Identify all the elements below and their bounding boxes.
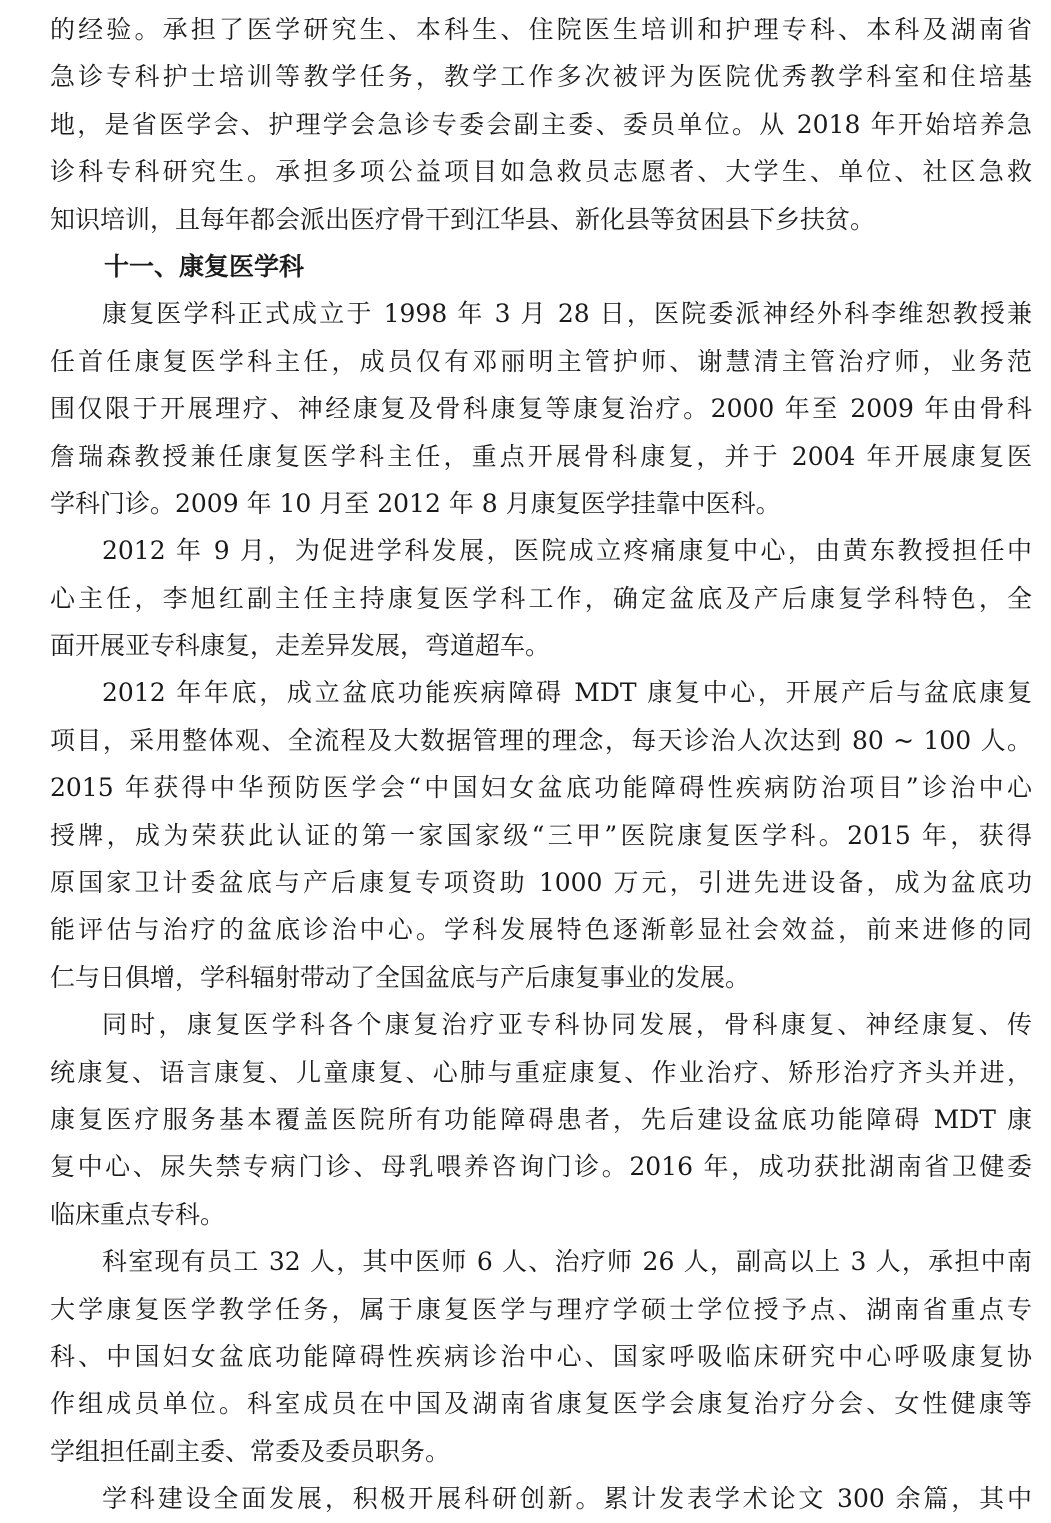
text-line: 康复医疗服务基本覆盖医院所有功能障碍患者，先后建设盆底功能障碍 MDT 康	[50, 1104, 1032, 1134]
text-line: 康复医学科正式成立于 1998 年 3 月 28 日，医院委派神经外科李维恕教授兼	[102, 299, 1032, 329]
text-line: 2012 年年底，成立盆底功能疾病障碍 MDT 康复中心，开展产后与盆底康复	[102, 678, 1032, 708]
text-line: 作组成员单位。科室成员在中国及湖南省康复医学会康复治疗分会、女性健康等	[50, 1389, 1032, 1419]
text-line: 面开展亚专科康复，走差异发展，弯道超车。	[50, 631, 551, 661]
text-line: 能评估与治疗的盆底诊治中心。学科发展特色逐渐彰显社会效益，前来进修的同	[50, 915, 1032, 945]
text-line: 大学康复医学教学任务，属于康复医学与理疗学硕士学位授予点、湖南省重点专	[50, 1294, 1032, 1324]
paragraph-2012-center	[50, 527, 1032, 669]
text-line: 项目，采用整体观、全流程及大数据管理的理念，每天诊治人次达到 80 ~ 100 人。	[50, 725, 1032, 755]
text-line: 统康复、语言康复、儿童康复、心肺与重症康复、作业治疗、矫形治疗齐头并进，	[50, 1057, 1032, 1087]
paragraph-staff	[50, 1238, 1032, 1475]
text-line: 知识培训，且每年都会派出医疗骨干到江华县、新化县等贫困县下乡扶贫。	[50, 204, 876, 234]
paragraph-research	[50, 1475, 1032, 1522]
text-line: 急诊专科护士培训等教学任务，教学工作多次被评为医院优秀教学科室和住培基	[50, 62, 1032, 92]
paragraph-history	[50, 290, 1032, 527]
text-line: 诊科专科研究生。承担多项公益项目如急救员志愿者、大学生、单位、社区急救	[50, 157, 1032, 187]
text-line: 心主任，李旭红副主任主持康复医学科工作，确定盆底及产后康复学科特色，全	[50, 583, 1032, 613]
text-line: 科室现有员工 32 人，其中医师 6 人、治疗师 26 人，副高以上 3 人，承担中南	[102, 1247, 1032, 1277]
text-line: 复中心、尿失禁专病门诊、母乳喂养咨询门诊。2016 年，成功获批湖南省卫健委	[50, 1152, 1032, 1182]
text-line: 詹瑞森教授兼任康复医学科主任，重点开展骨科康复，并于 2004 年开展康复医	[50, 441, 1032, 471]
text-line: 2012 年 9 月，为促进学科发展，医院成立疼痛康复中心，由黄东教授担任中	[102, 536, 1032, 566]
document-page	[50, 6, 1032, 1523]
text-line: 授牌，成为荣获此认证的第一家国家级“三甲”医院康复医学科。2015 年，获得	[50, 820, 1032, 850]
text-line: 学科建设全面发展，积极开展科研创新。累计发表学术论文 300 余篇，其中	[102, 1484, 1032, 1514]
text-line: 2015 年获得中华预防医学会“中国妇女盆底功能障碍性疾病防治项目”诊治中心	[50, 773, 1032, 803]
text-line: 地，是省医学会、护理学会急诊专委会副主委、委员单位。从 2018 年开始培养急	[50, 109, 1032, 139]
paragraph-mdt-center	[50, 669, 1032, 1001]
section-heading: 十一、康复医学科	[104, 251, 305, 281]
text-line: 临床重点专科。	[50, 1199, 226, 1229]
paragraph-subspecialties	[50, 1001, 1032, 1238]
text-line: 的经验。承担了医学研究生、本科生、住院医生培训和护理专科、本科及湖南省	[50, 15, 1032, 44]
text-line: 原国家卫计委盆底与产后康复专项资助 1000 万元，引进先进设备，成为盆底功	[50, 868, 1032, 898]
text-line: 同时，康复医学科各个康复治疗亚专科协同发展，骨科康复、神经康复、传	[102, 1010, 1032, 1040]
text-line: 学科门诊。2009 年 10 月至 2012 年 8 月康复医学挂靠中医科。	[50, 488, 781, 518]
text-line: 任首任康复医学科主任，成员仅有邓丽明主管护师、谢慧清主管治疗师，业务范	[50, 346, 1032, 376]
text-line: 仁与日俱增，学科辐射带动了全国盆底与产后康复事业的发展。	[50, 962, 751, 992]
text-line: 科、中国妇女盆底功能障碍性疾病诊治中心、国家呼吸临床研究中心呼吸康复协	[50, 1341, 1032, 1371]
text-line: 围仅限于开展理疗、神经康复及骨科康复等康复治疗。2000 年至 2009 年由骨科	[50, 394, 1032, 424]
intro-paragraph	[50, 6, 1032, 243]
text-line: 学组担任副主委、常委及委员职务。	[50, 1436, 451, 1466]
